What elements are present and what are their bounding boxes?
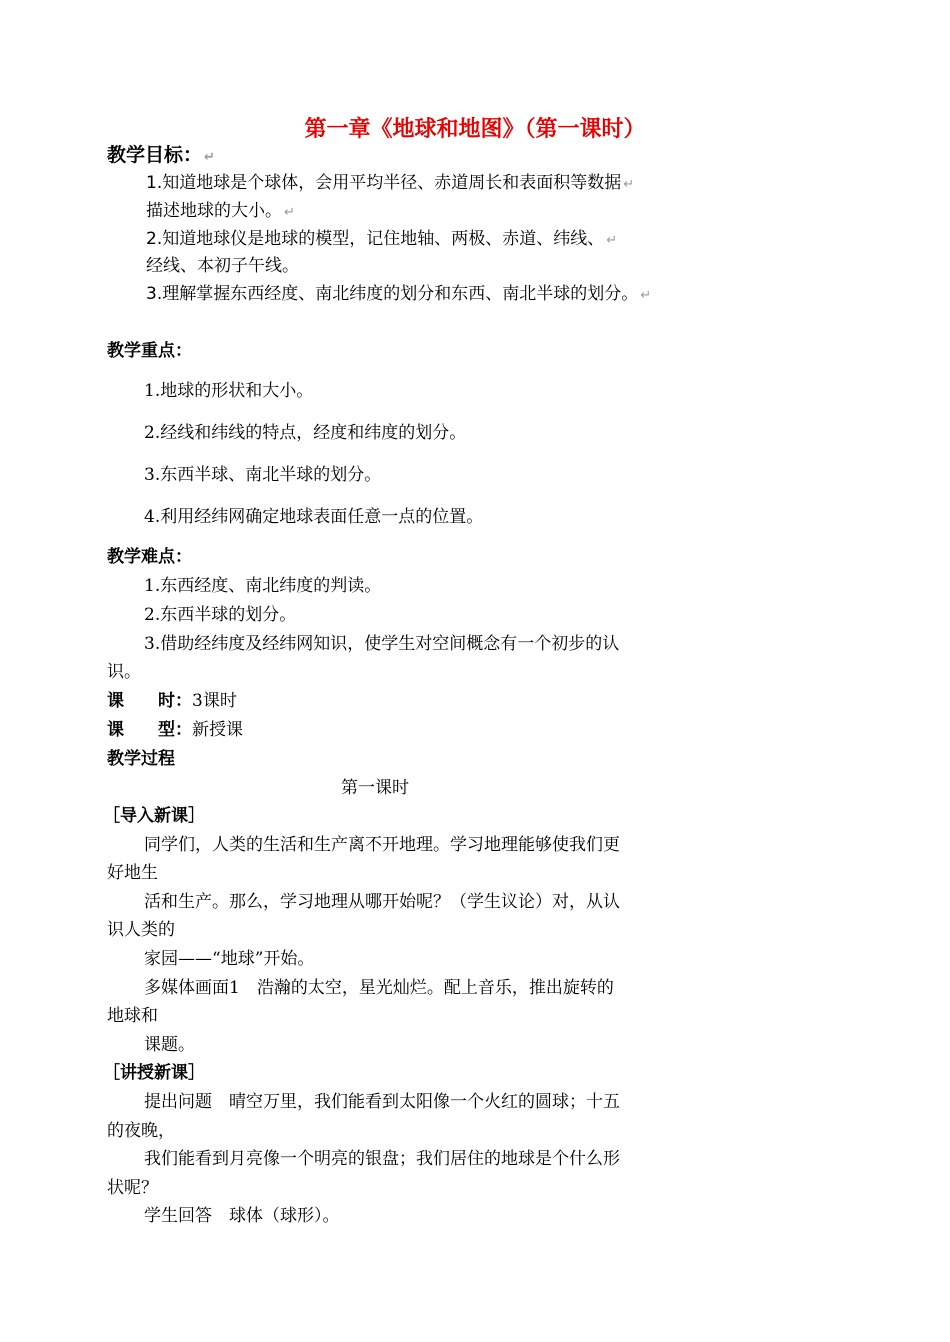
page-title: 第一章《地球和地图》（第一课时） [304,117,646,142]
process-heading: 教学过程 [107,749,175,769]
teach-line: 学生回答 球体（球形）。 [144,1206,340,1226]
key-points-heading: 教学重点： [107,341,192,361]
teach-line: 的夜晚， [107,1121,175,1141]
intro-line: 地球和 [107,1006,158,1026]
intro-line: 好地生 [107,863,158,883]
intro-line: 课题。 [144,1035,195,1055]
teach-line: 状呢？ [107,1178,158,1198]
class-hours-label: 课 时： [107,691,192,711]
class-type-value: 新授课 [192,720,243,740]
paragraph-mark-icon: ↵ [640,288,652,303]
key-point-item: 1.地球的形状和大小。 [144,381,314,401]
difficulty-item: 2.东西半球的划分。 [144,605,297,625]
paragraph-mark-icon: ↵ [606,233,618,248]
teach-line: 我们能看到月亮像一个明亮的银盘；我们居住的地球是个什么形 [144,1149,620,1169]
intro-line: 活和生产。那么，学习地理从哪开始呢？（学生议论）对，从认 [144,892,620,912]
teach-line: 提出问题 晴空万里，我们能看到太阳像一个火红的圆球；十五 [144,1092,620,1112]
teach-heading: ［讲授新课］ [103,1063,205,1083]
key-point-item: 3.东西半球、南北半球的划分。 [144,465,382,485]
intro-line: 同学们，人类的生活和生产离不开地理。学习地理能够使我们更 [144,835,620,855]
key-point-item: 2.经线和纬线的特点，经度和纬度的划分。 [144,423,467,443]
class-hours-value: 3课时 [192,691,237,711]
difficulty-item: 3.借助经纬度及经纬网知识，使学生对空间概念有一个初步的认 [144,634,620,654]
key-point-item: 4.利用经纬网确定地球表面任意一点的位置。 [144,507,484,527]
paragraph-mark-icon: ↵ [284,205,295,220]
objective-line: 经线、本初子午线。 [146,256,299,276]
objective-line: 2.知道地球仪是地球的模型，记住地轴、两极、赤道、纬线、 ↵ [146,229,618,249]
difficulties-heading: 教学难点： [107,547,192,567]
intro-line: 多媒体画面1 浩瀚的太空，星光灿烂。配上音乐，推出旋转的 [144,978,614,998]
paragraph-mark-icon: ↵ [204,150,215,165]
difficulty-item: 1.东西经度、南北纬度的判读。 [144,576,382,596]
objective-line: 3.理解掌握东西经度、南北纬度的划分和东西、南北半球的划分。 ↵ [146,284,652,304]
session-title: 第一课时 [341,778,409,798]
objectives-heading-text: 教学目标： [107,144,203,166]
class-type [107,715,243,740]
objective-line: 描述地球的大小。 ↵ [146,201,295,221]
class-hours [107,686,237,711]
class-type-label: 课 型： [107,720,192,740]
objectives-heading [107,140,215,167]
intro-line: 家园——“地球”开始。 [144,949,315,969]
intro-heading: ［导入新课］ [103,806,205,826]
intro-line: 识人类的 [107,920,175,940]
paragraph-mark-icon: ↵ [623,177,635,192]
difficulty-item: 识。 [107,662,141,682]
objective-line: 1.知道地球是个球体，会用平均半径、赤道周长和表面积等数据 ↵ [146,173,635,193]
